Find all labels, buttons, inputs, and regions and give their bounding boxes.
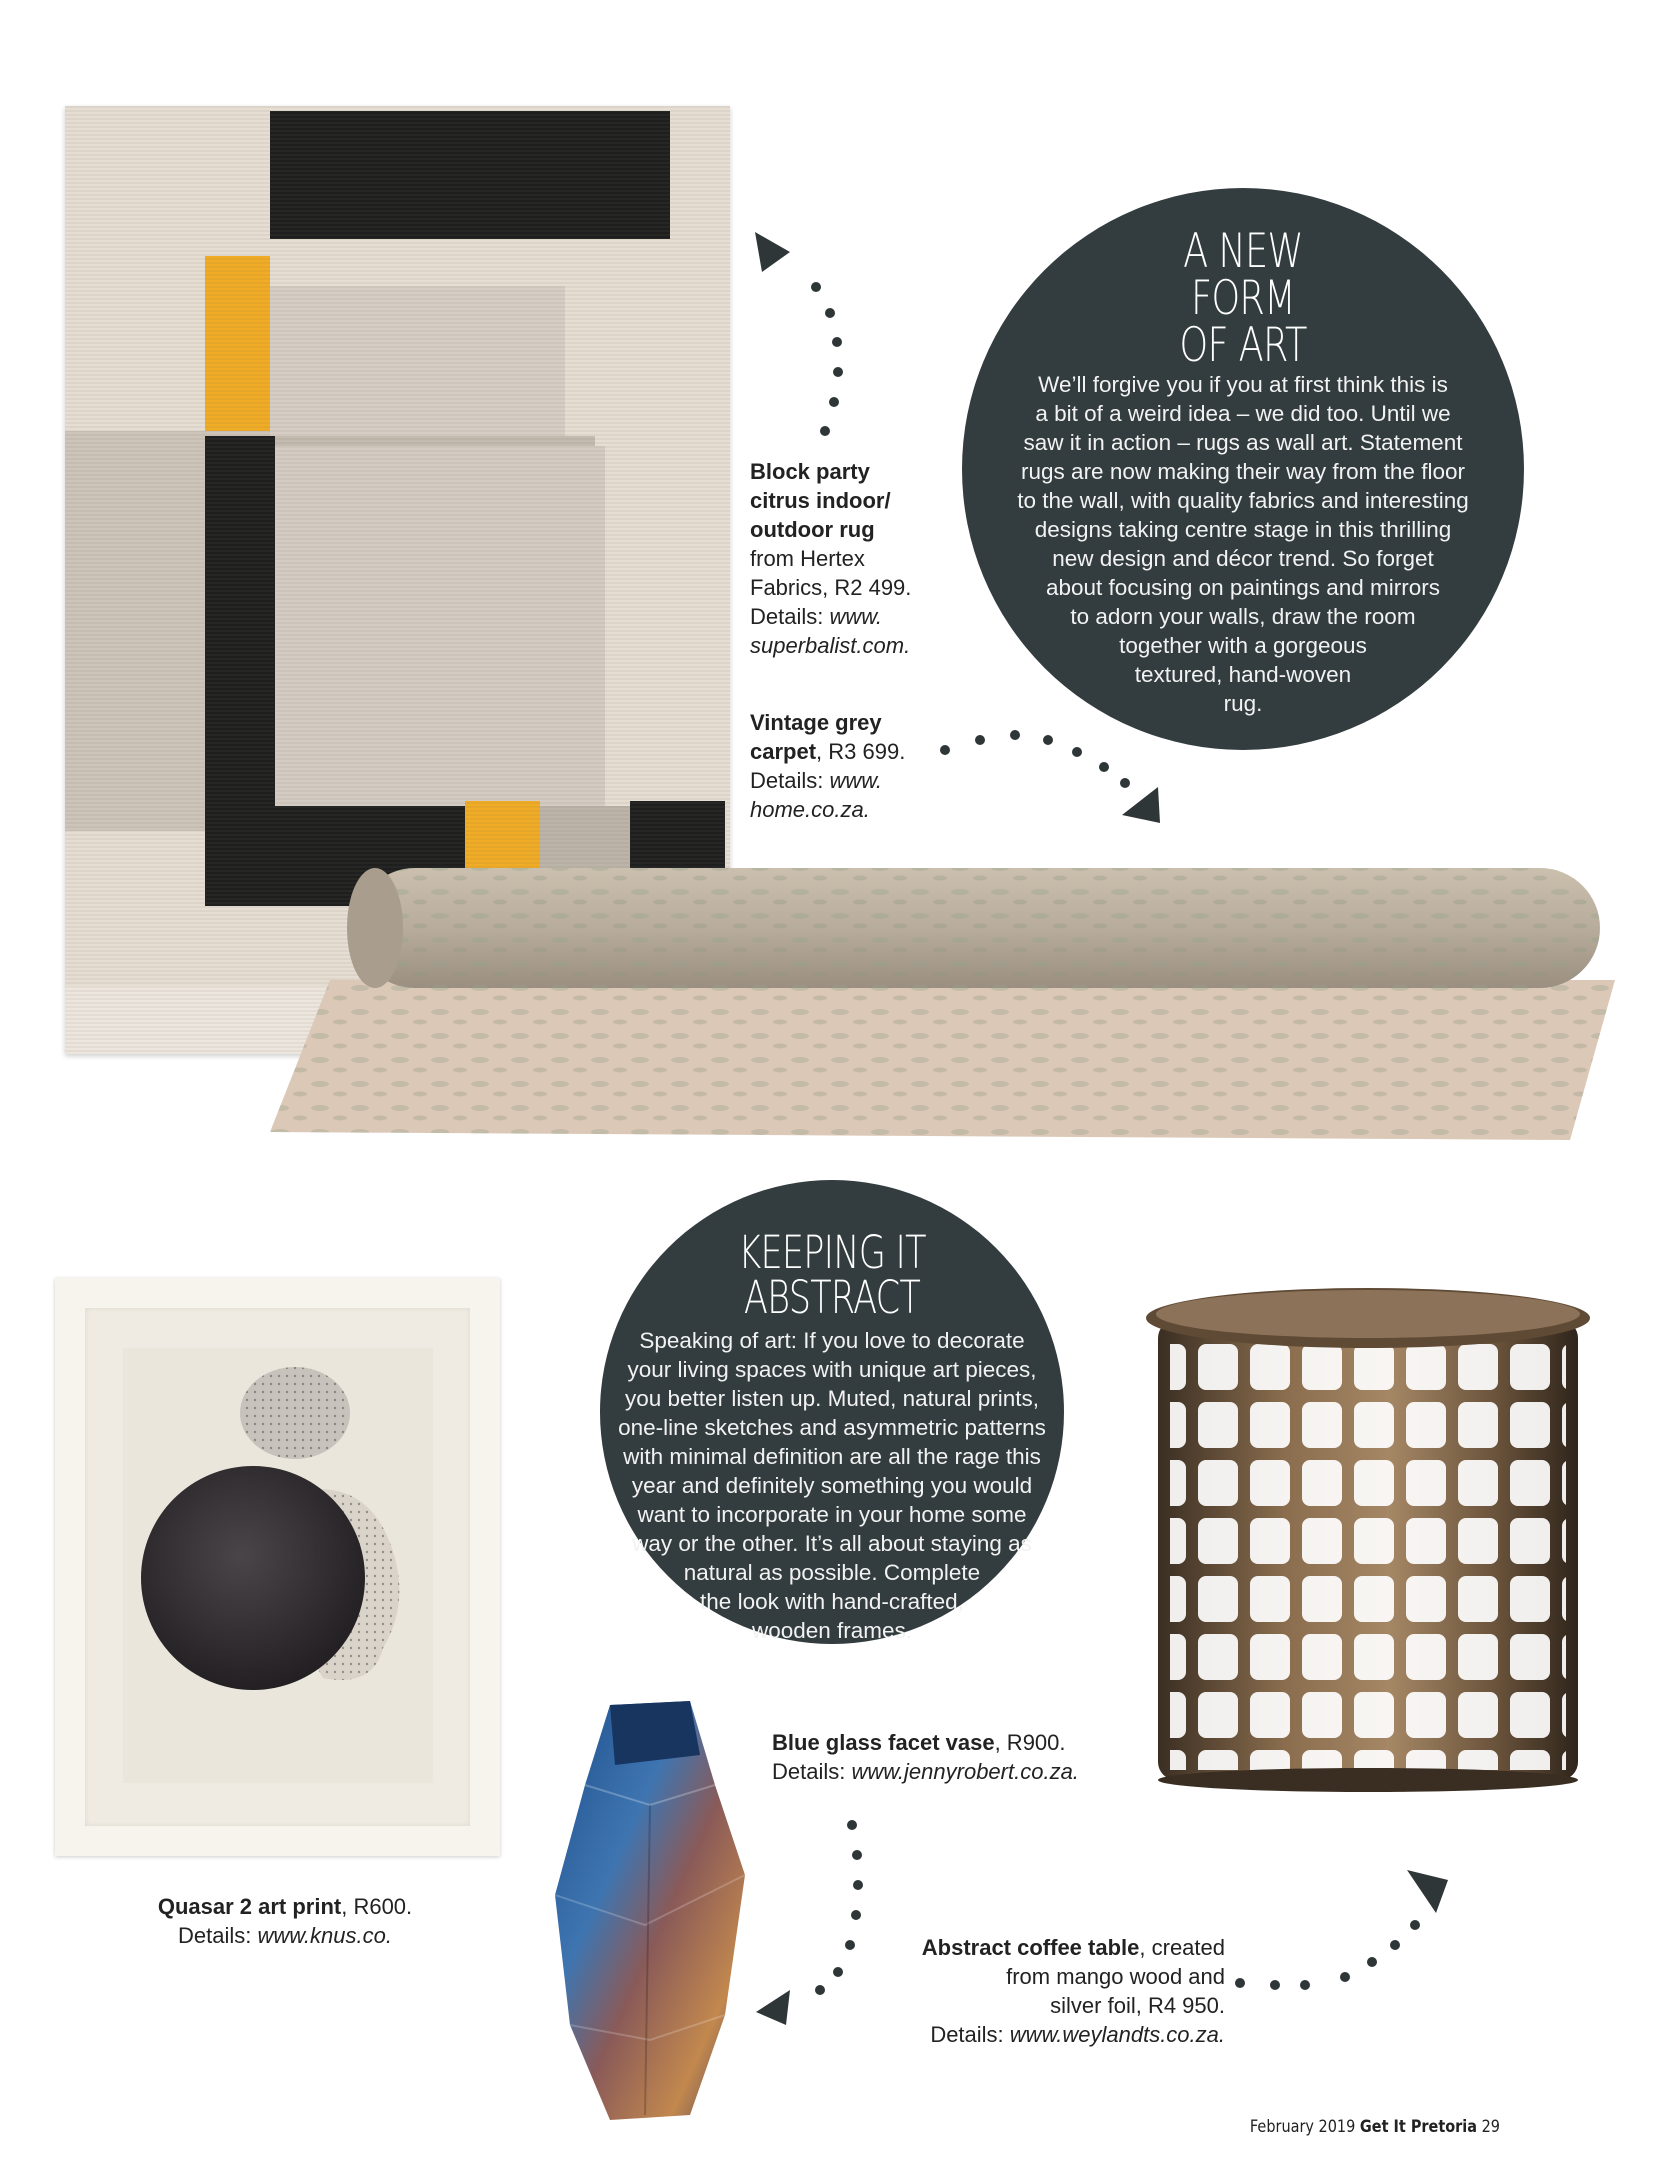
details-label: Details: xyxy=(178,1923,252,1948)
new-form-of-art-title: A NEW FORM OF ART xyxy=(1179,224,1307,373)
details-label: Details: xyxy=(930,2022,1004,2047)
art-print-caption xyxy=(120,1892,450,1950)
dotted-arrow-down-right-icon xyxy=(940,730,1160,823)
product-name: carpet xyxy=(750,739,817,764)
abstract-coffee-table-image xyxy=(1140,1280,1600,1800)
dotted-arrow-up-icon xyxy=(755,232,843,436)
grey-carpet-caption xyxy=(750,708,950,824)
product-desc: silver foil, R4 950. xyxy=(1050,1993,1225,2018)
footer-page-number: 29 xyxy=(1481,2117,1500,2137)
keeping-it-abstract-body: Speaking of art: If you love to decorate your living spaces with unique art pieces, you better listen up. Muted, natural prints, one-line sketches and asymmetric patterns with minimal definition are all the rage this year and definitely something you would want to incorporate in your home some way or the other. It’s all about staying as natural as possible. Complete the look with hand-crafted, wooden frames. xyxy=(618,1328,1046,1643)
product-name: Block party xyxy=(750,459,870,484)
product-name: Quasar 2 art print xyxy=(157,1894,342,1919)
product-desc: from mango wood and xyxy=(1006,1964,1225,1989)
block-party-rug-caption xyxy=(750,457,950,660)
blue-glass-vase-image xyxy=(550,1695,750,2125)
product-price: , R3 699. xyxy=(816,739,906,764)
product-name: Abstract coffee table xyxy=(921,1935,1140,1960)
vintage-grey-carpet-image xyxy=(270,860,1640,1140)
product-name: Blue glass facet vase xyxy=(772,1730,995,1755)
footer-magazine: Get It Pretoria xyxy=(1359,2117,1478,2137)
coffee-table-caption xyxy=(860,1933,1225,2049)
product-url[interactable]: www.knus.co. xyxy=(257,1923,392,1948)
keeping-it-abstract-title: KEEPING IT ABSTRACT xyxy=(738,1226,926,1324)
product-url[interactable]: home.co.za. xyxy=(750,797,870,822)
product-name: outdoor rug xyxy=(750,517,875,542)
quasar-art-print-image xyxy=(55,1278,500,1856)
details-label: Details: xyxy=(750,604,824,629)
footer-issue: February 2019 xyxy=(1249,2117,1356,2137)
product-url[interactable]: www. xyxy=(829,604,883,629)
product-url[interactable]: www.jennyrobert.co.za. xyxy=(851,1759,1079,1784)
product-desc: , created xyxy=(1139,1935,1225,1960)
dotted-arrow-down-left-icon xyxy=(756,1820,863,2025)
details-label: Details: xyxy=(772,1759,846,1784)
product-price: , R600. xyxy=(341,1894,413,1919)
product-url[interactable]: superbalist.com. xyxy=(750,633,911,658)
product-url[interactable]: www.weylandts.co.za. xyxy=(1009,2022,1225,2047)
product-name: Vintage grey xyxy=(750,710,882,735)
page-footer xyxy=(1245,2117,1500,2137)
product-price: , R900. xyxy=(994,1730,1066,1755)
product-detail: from Hertex xyxy=(750,546,865,571)
product-name: citrus indoor/ xyxy=(750,488,891,513)
vase-caption xyxy=(772,1728,1172,1786)
keeping-it-abstract-circle xyxy=(600,1180,1064,1644)
dotted-arrow-up-right-icon xyxy=(1235,1870,1448,1990)
new-form-of-art-circle xyxy=(962,188,1524,750)
details-label: Details: xyxy=(750,768,824,793)
product-url[interactable]: www. xyxy=(829,768,883,793)
new-form-of-art-body: We’ll forgive you if you at first think this is a bit of a weird idea – we did too. Until we saw it in action – rugs as wall art. Statement rugs are now making their way from the floor to the wall, with quality fabrics and interesting designs taking centre stage in this thrilling new design and décor trend. So forget about focusing on paintings and mirrors to adorn your walls, draw the room together with a gorgeous textured, hand-woven rug. xyxy=(1017,372,1469,716)
product-detail: Fabrics, R2 499. xyxy=(750,575,912,600)
